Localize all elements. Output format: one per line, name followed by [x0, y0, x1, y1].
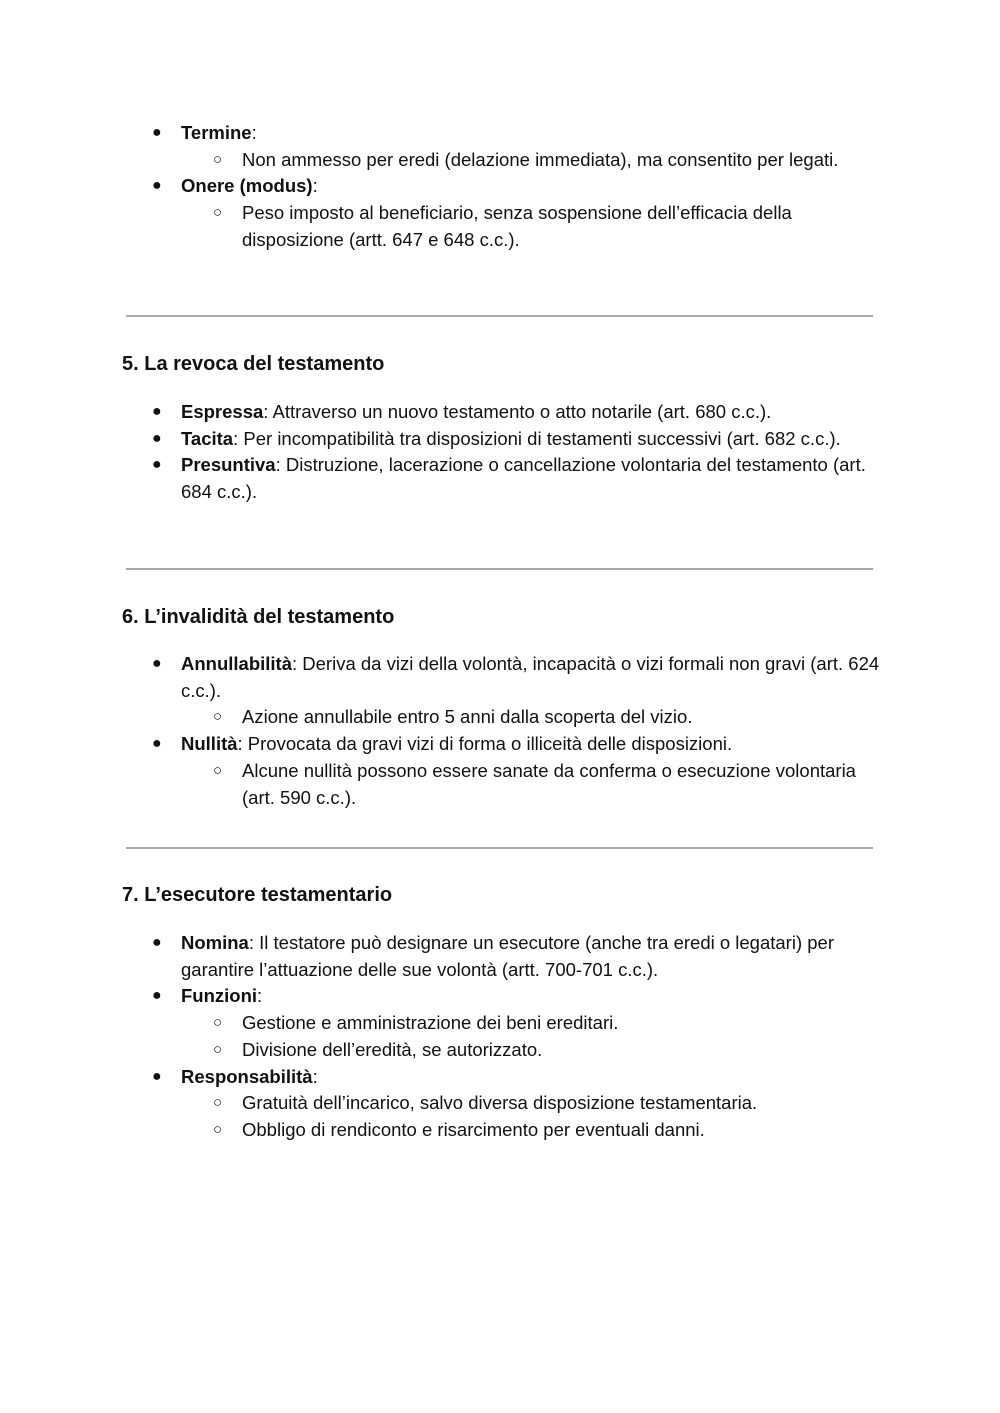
bullet-icon: ● [152, 655, 162, 672]
sub-list-item [0, 147, 882, 174]
sub-item-text: Divisione dell’eredità, se autorizzato. [242, 1038, 543, 1060]
section-divider [126, 847, 873, 849]
circle-bullet-icon: ○ [213, 708, 223, 726]
bullet-icon: ● [152, 403, 162, 420]
item-text: : Il testatore può designare un esecutore (anche tra eredi o legatari) per garantire l’attuazione delle sue volontà (artt. 700-701 c.c.). [181, 932, 834, 980]
section-7-title: 7. L’esecutore testamentario [122, 884, 393, 906]
list-item [0, 426, 881, 453]
sub-list-item [0, 1090, 882, 1117]
circle-bullet-icon: ○ [213, 150, 223, 168]
list-item [0, 651, 881, 704]
item-term: Presuntiva [181, 454, 276, 476]
list-item [0, 452, 881, 505]
sub-list-item [0, 200, 882, 253]
bullet-icon: ● [152, 987, 162, 1005]
sub-list-item [0, 1010, 882, 1037]
list-item [0, 1064, 881, 1091]
circle-bullet-icon: ○ [213, 1094, 223, 1112]
item-term: Nomina [181, 932, 249, 953]
list-item [0, 399, 881, 426]
item-term: Tacita [181, 427, 234, 449]
previous-section-list [0, 120, 1000, 254]
list-item [0, 173, 881, 200]
list-item [0, 120, 881, 147]
circle-bullet-icon: ○ [213, 761, 223, 779]
item-term: Termine [181, 122, 252, 143]
item-term: Nullità [181, 733, 238, 755]
item-term: Annullabilità [181, 653, 292, 674]
sub-list-item [0, 758, 882, 811]
bullet-icon: ● [152, 456, 162, 474]
sub-list-item [0, 704, 882, 731]
item-text: : Distruzione, lacerazione o cancellazione volontaria del testamento (art. 684 c.c.). [181, 454, 866, 503]
item-text: : Per incompatibilità tra disposizioni di testamenti successivi (art. 682 c.c.). [233, 427, 841, 449]
circle-bullet-icon: ○ [213, 1040, 223, 1058]
bullet-icon: ● [152, 1067, 162, 1085]
sub-item-text: Gestione e amministrazione dei beni ereditari. [242, 1012, 619, 1034]
bullet-icon: ● [152, 934, 162, 951]
item-text: : [251, 122, 257, 143]
section-5-list [0, 399, 1000, 506]
list-item [0, 930, 881, 983]
list-item [0, 731, 881, 758]
sub-item-text: Obbligo di rendiconto e risarcimento per eventuali danni. [242, 1118, 705, 1140]
section-6-list [0, 651, 1000, 811]
item-term: Responsabilità [181, 1065, 313, 1087]
item-text: : [312, 1065, 318, 1087]
item-text: : [312, 175, 318, 197]
list-item [0, 983, 881, 1010]
item-term: Funzioni [181, 985, 258, 1007]
circle-bullet-icon: ○ [213, 1120, 223, 1138]
section-6-title: 6. L’invalidità del testamento [122, 606, 395, 628]
sub-list-item [0, 1117, 882, 1144]
sub-item-text: Gratuità dell’incarico, salvo diversa disposizione testamentaria. [242, 1092, 758, 1114]
section-divider [126, 568, 873, 570]
item-text: : Provocata da gravi vizi di forma o illiceità delle disposizioni. [237, 733, 733, 755]
sub-item-text: Azione annullabile entro 5 anni dalla scoperta del vizio. [242, 706, 693, 728]
bullet-icon: ● [152, 429, 162, 447]
section-5-title: 5. La revoca del testamento [122, 353, 385, 375]
circle-bullet-icon: ○ [213, 1014, 223, 1032]
bullet-icon: ● [152, 124, 162, 141]
item-text: : Deriva da vizi della volontà, incapacità o vizi formali non gravi (art. 624 c.c.). [181, 653, 880, 701]
sub-list-item [0, 1037, 882, 1064]
circle-bullet-icon: ○ [213, 204, 223, 222]
item-text: : [257, 985, 263, 1007]
item-term: Espressa [181, 401, 264, 422]
sub-item-text: Peso imposto al beneficiario, senza sospensione dell’efficacia della disposizione (artt. 647 e 648 c.c.). [242, 202, 792, 250]
item-text: : Attraverso un nuovo testamento o atto notarile (art. 680 c.c.). [263, 401, 772, 422]
bullet-icon: ● [152, 177, 162, 195]
bullet-icon: ● [152, 735, 162, 753]
section-7-list [0, 930, 1000, 1144]
sub-item-text: Alcune nullità possono essere sanate da conferma o esecuzione volontaria (art. 590 c.c.). [242, 759, 856, 808]
item-term: Onere (modus) [181, 175, 313, 197]
sub-item-text: Non ammesso per eredi (delazione immediata), ma consentito per legati. [242, 148, 839, 170]
section-divider [126, 315, 873, 317]
